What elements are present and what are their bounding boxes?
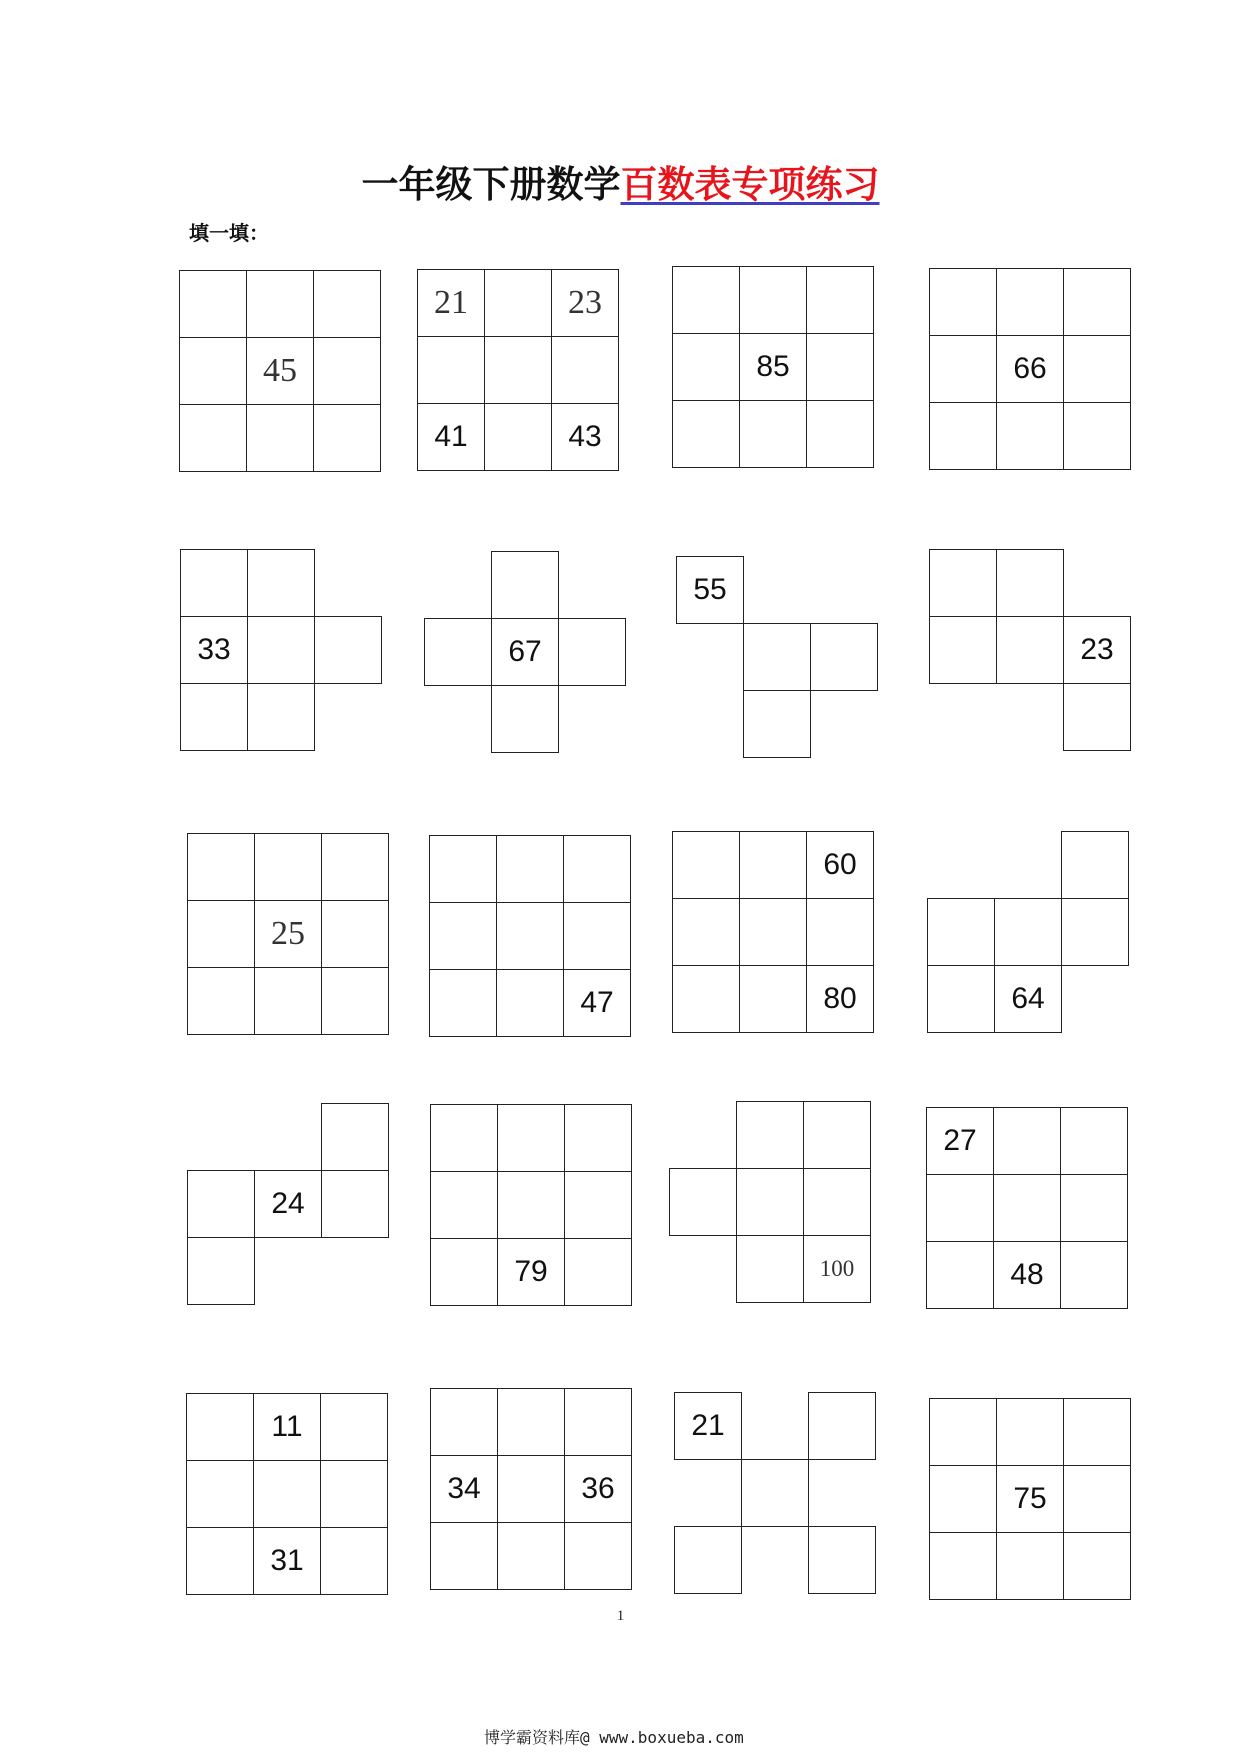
blank-cell bbox=[186, 1393, 254, 1461]
blank-cell bbox=[810, 623, 878, 691]
blank-cell bbox=[806, 266, 874, 334]
blank-cell bbox=[739, 266, 807, 334]
blank-cell bbox=[1063, 1398, 1131, 1466]
hundred-chart-grid-12 bbox=[927, 831, 1129, 1033]
hundred-chart-grid-9 bbox=[187, 833, 389, 1035]
instruction-label: 填一填： bbox=[189, 221, 269, 245]
blank-cell bbox=[179, 337, 247, 405]
given-number-cell: 48 bbox=[993, 1241, 1061, 1309]
given-number-cell: 80 bbox=[806, 965, 874, 1033]
hundred-chart-grid-19 bbox=[674, 1392, 876, 1594]
blank-cell bbox=[739, 831, 807, 899]
blank-cell bbox=[996, 402, 1064, 470]
blank-cell bbox=[927, 898, 995, 966]
blank-cell bbox=[187, 1170, 255, 1238]
given-number-cell: 100 bbox=[803, 1235, 871, 1303]
blank-cell bbox=[806, 400, 874, 468]
blank-cell bbox=[497, 1455, 565, 1523]
blank-cell bbox=[993, 1107, 1061, 1175]
title-highlight: 百数表专项练习 bbox=[620, 163, 880, 206]
hundred-chart-grid-15 bbox=[669, 1101, 871, 1303]
blank-cell bbox=[320, 1393, 388, 1461]
blank-cell bbox=[1061, 898, 1129, 966]
blank-cell bbox=[313, 404, 381, 472]
blank-cell bbox=[424, 618, 492, 686]
blank-cell bbox=[1060, 1241, 1128, 1309]
blank-cell bbox=[672, 898, 740, 966]
given-number-cell: 23 bbox=[551, 269, 619, 337]
given-number-cell: 31 bbox=[253, 1527, 321, 1595]
given-number-cell: 75 bbox=[996, 1465, 1064, 1533]
given-number-cell: 25 bbox=[254, 900, 322, 968]
blank-cell bbox=[247, 549, 315, 617]
blank-cell bbox=[564, 1171, 632, 1239]
blank-cell bbox=[564, 1388, 632, 1456]
given-number-cell: 21 bbox=[417, 269, 485, 337]
blank-cell bbox=[430, 1388, 498, 1456]
given-number-cell: 34 bbox=[430, 1455, 498, 1523]
blank-cell bbox=[429, 969, 497, 1037]
blank-cell bbox=[320, 1527, 388, 1595]
blank-cell bbox=[313, 270, 381, 338]
blank-cell bbox=[996, 1398, 1064, 1466]
blank-cell bbox=[672, 266, 740, 334]
given-number-cell: 47 bbox=[563, 969, 631, 1037]
blank-cell bbox=[484, 403, 552, 471]
page-title bbox=[0, 160, 1241, 210]
blank-cell bbox=[993, 1174, 1061, 1242]
blank-cell bbox=[1063, 683, 1131, 751]
blank-cell bbox=[1063, 335, 1131, 403]
blank-cell bbox=[929, 549, 997, 617]
blank-cell bbox=[180, 549, 248, 617]
blank-cell bbox=[497, 1522, 565, 1590]
blank-cell bbox=[1063, 1532, 1131, 1600]
blank-cell bbox=[929, 335, 997, 403]
given-number-cell: 55 bbox=[676, 556, 744, 624]
blank-cell bbox=[564, 1238, 632, 1306]
blank-cell bbox=[669, 1168, 737, 1236]
given-number-cell: 24 bbox=[254, 1170, 322, 1238]
blank-cell bbox=[429, 902, 497, 970]
given-number-cell: 43 bbox=[551, 403, 619, 471]
blank-cell bbox=[246, 270, 314, 338]
hundred-chart-grid-16 bbox=[926, 1107, 1128, 1309]
blank-cell bbox=[739, 400, 807, 468]
blank-cell bbox=[430, 1171, 498, 1239]
hundred-chart-grid-14 bbox=[430, 1104, 632, 1306]
hundred-chart-grid-4 bbox=[929, 268, 1131, 470]
blank-cell bbox=[180, 683, 248, 751]
blank-cell bbox=[321, 967, 389, 1035]
blank-cell bbox=[803, 1168, 871, 1236]
blank-cell bbox=[313, 337, 381, 405]
blank-cell bbox=[929, 268, 997, 336]
given-number-cell: 33 bbox=[180, 616, 248, 684]
blank-cell bbox=[491, 685, 559, 753]
blank-cell bbox=[430, 1238, 498, 1306]
blank-cell bbox=[254, 967, 322, 1035]
blank-cell bbox=[186, 1527, 254, 1595]
blank-cell bbox=[929, 1532, 997, 1600]
blank-cell bbox=[497, 1104, 565, 1172]
hundred-chart-grid-10 bbox=[429, 835, 631, 1037]
blank-cell bbox=[321, 900, 389, 968]
hundred-chart-grid-20 bbox=[929, 1398, 1131, 1600]
blank-cell bbox=[743, 690, 811, 758]
hundred-chart-grid-17 bbox=[186, 1393, 388, 1595]
blank-cell bbox=[321, 1170, 389, 1238]
blank-cell bbox=[806, 333, 874, 401]
blank-cell bbox=[672, 333, 740, 401]
blank-cell bbox=[996, 616, 1064, 684]
hundred-chart-grid-18 bbox=[430, 1388, 632, 1590]
blank-cell bbox=[321, 833, 389, 901]
blank-cell bbox=[806, 898, 874, 966]
blank-cell bbox=[187, 967, 255, 1035]
blank-cell bbox=[496, 835, 564, 903]
blank-cell bbox=[1060, 1174, 1128, 1242]
blank-cell bbox=[254, 833, 322, 901]
blank-cell bbox=[551, 336, 619, 404]
blank-cell bbox=[672, 965, 740, 1033]
blank-cell bbox=[187, 833, 255, 901]
blank-cell bbox=[1060, 1107, 1128, 1175]
blank-cell bbox=[994, 898, 1062, 966]
hundred-chart-grid-5 bbox=[180, 549, 382, 751]
blank-cell bbox=[563, 835, 631, 903]
blank-cell bbox=[674, 1526, 742, 1594]
blank-cell bbox=[1063, 402, 1131, 470]
blank-cell bbox=[246, 404, 314, 472]
blank-cell bbox=[564, 1522, 632, 1590]
blank-cell bbox=[929, 402, 997, 470]
hundred-chart-grid-2 bbox=[417, 269, 619, 471]
hundred-chart-grid-8 bbox=[929, 549, 1131, 751]
blank-cell bbox=[929, 1465, 997, 1533]
given-number-cell: 21 bbox=[674, 1392, 742, 1460]
blank-cell bbox=[496, 969, 564, 1037]
given-number-cell: 60 bbox=[806, 831, 874, 899]
blank-cell bbox=[808, 1526, 876, 1594]
blank-cell bbox=[927, 965, 995, 1033]
given-number-cell: 64 bbox=[994, 965, 1062, 1033]
blank-cell bbox=[484, 269, 552, 337]
blank-cell bbox=[491, 551, 559, 619]
given-number-cell: 66 bbox=[996, 335, 1064, 403]
blank-cell bbox=[558, 618, 626, 686]
blank-cell bbox=[929, 1398, 997, 1466]
given-number-cell: 36 bbox=[564, 1455, 632, 1523]
given-number-cell: 11 bbox=[253, 1393, 321, 1461]
blank-cell bbox=[417, 336, 485, 404]
given-number-cell: 45 bbox=[246, 337, 314, 405]
hundred-chart-grid-13 bbox=[187, 1103, 389, 1305]
given-number-cell: 27 bbox=[926, 1107, 994, 1175]
blank-cell bbox=[314, 616, 382, 684]
given-number-cell: 23 bbox=[1063, 616, 1131, 684]
given-number-cell: 85 bbox=[739, 333, 807, 401]
given-number-cell: 79 bbox=[497, 1238, 565, 1306]
hundred-chart-grid-3 bbox=[672, 266, 874, 468]
blank-cell bbox=[187, 900, 255, 968]
page-number: 1 bbox=[616, 1608, 625, 1624]
hundred-chart-grid-1 bbox=[179, 270, 381, 472]
blank-cell bbox=[563, 902, 631, 970]
blank-cell bbox=[564, 1104, 632, 1172]
blank-cell bbox=[808, 1392, 876, 1460]
blank-cell bbox=[484, 336, 552, 404]
blank-cell bbox=[996, 549, 1064, 617]
blank-cell bbox=[672, 831, 740, 899]
blank-cell bbox=[996, 268, 1064, 336]
blank-cell bbox=[1061, 831, 1129, 899]
blank-cell bbox=[320, 1460, 388, 1528]
blank-cell bbox=[736, 1168, 804, 1236]
blank-cell bbox=[497, 1171, 565, 1239]
blank-cell bbox=[497, 1388, 565, 1456]
blank-cell bbox=[321, 1103, 389, 1171]
hundred-chart-grid-6 bbox=[424, 551, 626, 753]
blank-cell bbox=[1063, 1465, 1131, 1533]
hundred-chart-grid-11 bbox=[672, 831, 874, 1033]
hundred-chart-grid-7 bbox=[676, 556, 878, 758]
blank-cell bbox=[926, 1241, 994, 1309]
blank-cell bbox=[743, 623, 811, 691]
blank-cell bbox=[996, 1532, 1064, 1600]
blank-cell bbox=[739, 965, 807, 1033]
blank-cell bbox=[247, 683, 315, 751]
blank-cell bbox=[736, 1101, 804, 1169]
given-number-cell: 67 bbox=[491, 618, 559, 686]
blank-cell bbox=[247, 616, 315, 684]
blank-cell bbox=[430, 1104, 498, 1172]
blank-cell bbox=[253, 1460, 321, 1528]
blank-cell bbox=[672, 400, 740, 468]
blank-cell bbox=[179, 270, 247, 338]
blank-cell bbox=[430, 1522, 498, 1590]
blank-cell bbox=[736, 1235, 804, 1303]
blank-cell bbox=[741, 1459, 809, 1527]
blank-cell bbox=[429, 835, 497, 903]
given-number-cell: 41 bbox=[417, 403, 485, 471]
blank-cell bbox=[187, 1237, 255, 1305]
blank-cell bbox=[929, 616, 997, 684]
blank-cell bbox=[803, 1101, 871, 1169]
blank-cell bbox=[496, 902, 564, 970]
blank-cell bbox=[739, 898, 807, 966]
blank-cell bbox=[1063, 268, 1131, 336]
blank-cell bbox=[186, 1460, 254, 1528]
footer-watermark-text: 博学霸资料库@ www.boxueba.com bbox=[484, 1728, 744, 1747]
title-main: 一年级下册数学 bbox=[361, 163, 621, 206]
blank-cell bbox=[926, 1174, 994, 1242]
blank-cell bbox=[179, 404, 247, 472]
